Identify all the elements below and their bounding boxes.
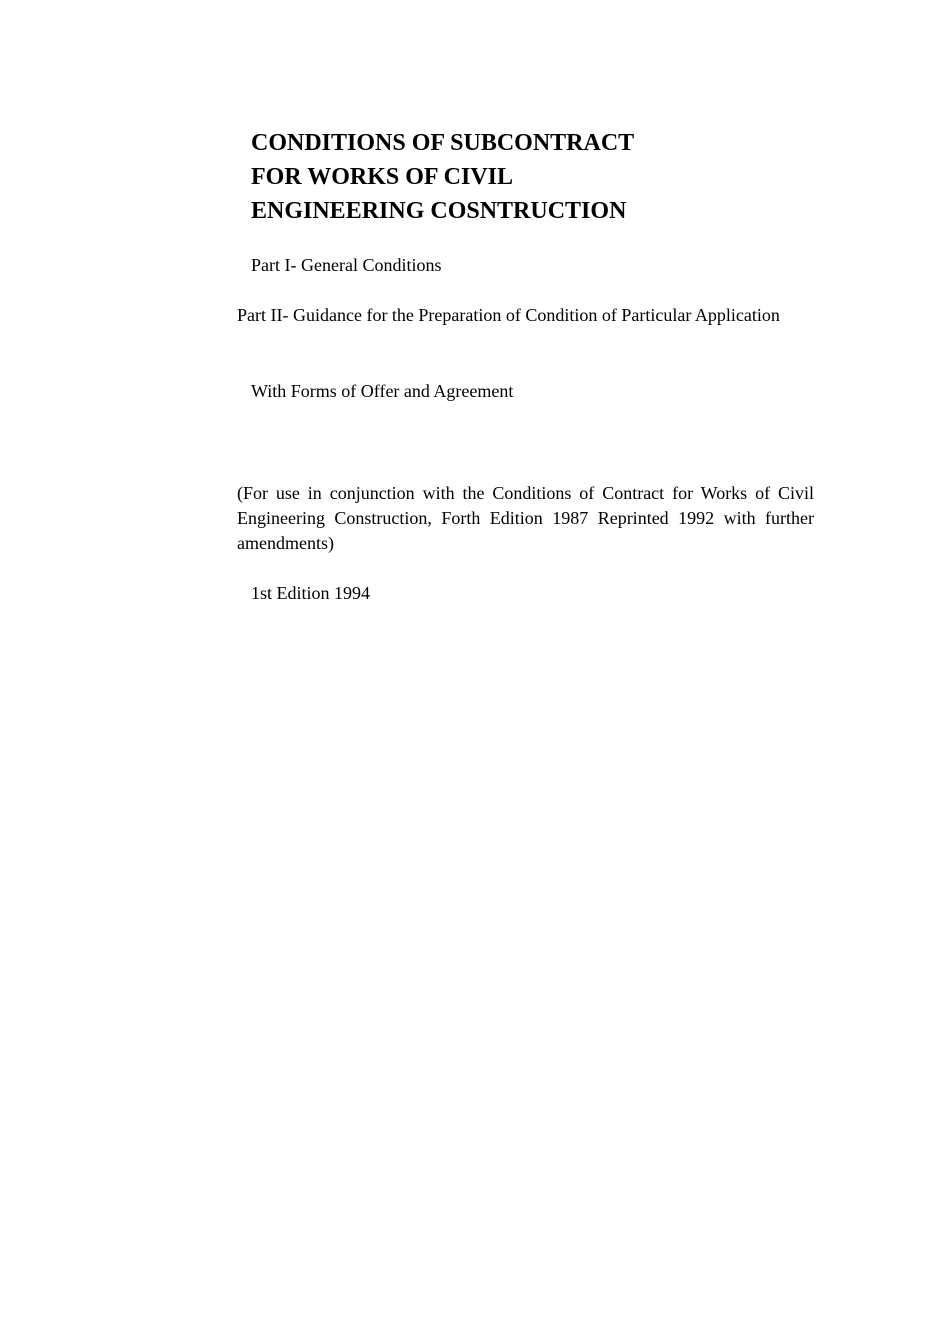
document-title [251,126,811,228]
part-one-heading: Part I- General Conditions [251,255,442,275]
part-two-heading: Part II- Guidance for the Preparation of Condition of Particular Application [237,305,780,325]
forms-note: With Forms of Offer and Agreement [251,381,514,401]
usage-note: (For use in conjunction with the Conditions of Contract for Works of Civil Engineering Construction, Forth Edition 1987 Reprinted 1992 with further amendments) [237,483,814,553]
edition-line: 1st Edition 1994 [251,583,371,603]
title-line-2: FOR WORKS OF CIVIL [251,164,514,190]
title-line-1: CONDITIONS OF SUBCONTRACT [251,130,635,156]
title-line-3: ENGINEERING COSNTRUCTION [251,198,627,224]
